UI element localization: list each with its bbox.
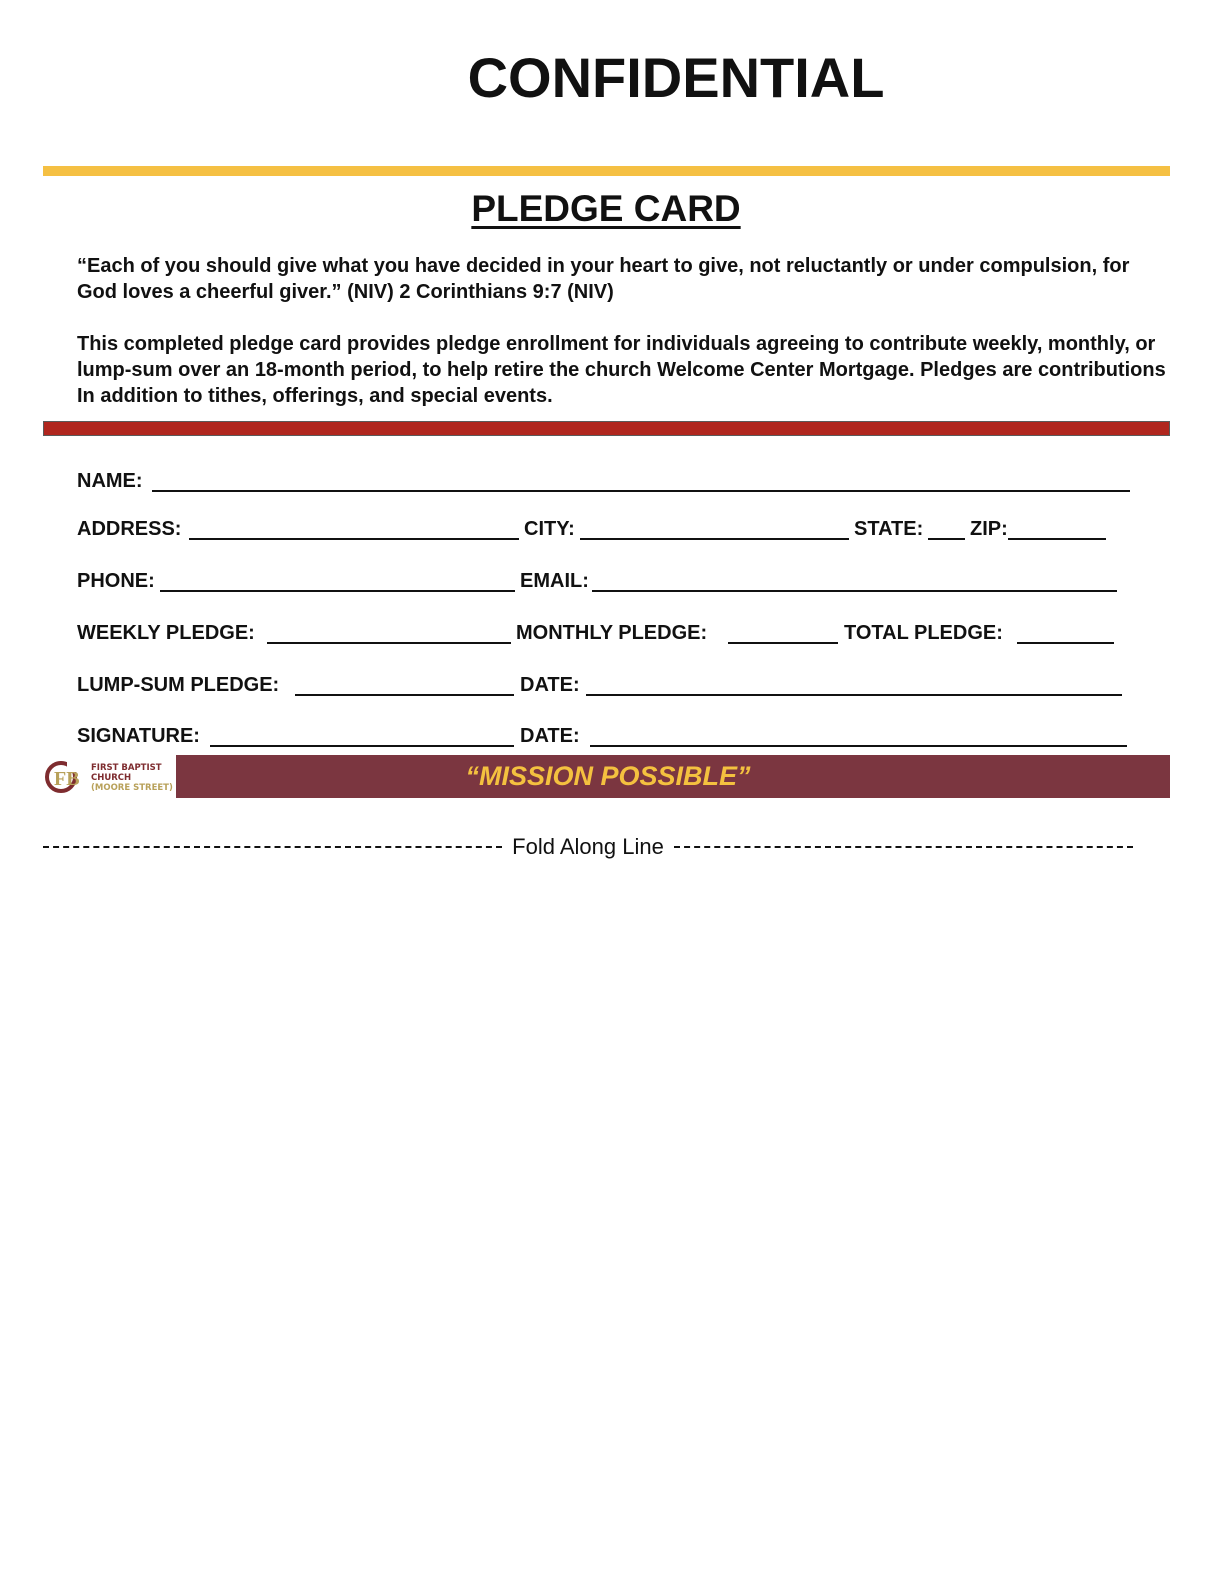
phone-input-line[interactable] (160, 590, 515, 592)
signature-date-label: DATE: (520, 725, 580, 747)
zip-field[interactable] (970, 514, 1106, 540)
logo-monogram: FB (54, 768, 80, 790)
phone-label: PHONE: (77, 570, 155, 592)
lump-sum-pledge-field[interactable] (77, 670, 514, 696)
address-label: ADDRESS: (77, 518, 182, 540)
scripture-quote: “Each of you should give what you have decided in your heart to give, not reluctantly or under compulsion, for God loves a cheerful giver.” (NIV) 2 Corinthians 9:7 (NIV) (77, 255, 1130, 303)
name-input-line[interactable] (152, 490, 1130, 492)
zip-input-line[interactable] (1008, 538, 1106, 540)
phone-field[interactable] (77, 566, 515, 592)
fold-dashes-left (43, 846, 502, 848)
total-pledge-label: TOTAL PLEDGE: (844, 622, 1003, 644)
logo-line-3: (MOORE STREET) (91, 783, 173, 793)
address-input-line[interactable] (189, 538, 519, 540)
name-field[interactable] (77, 466, 1130, 492)
mission-banner-text: “MISSION POSSIBLE” (465, 761, 751, 791)
state-label: STATE: (854, 518, 924, 540)
lump-sum-pledge-label: LUMP-SUM PLEDGE: (77, 674, 280, 696)
logo-line-2: CHURCH (91, 773, 132, 783)
fold-line (43, 833, 1133, 861)
weekly-pledge-label: WEEKLY PLEDGE: (77, 622, 255, 644)
signature-input-line[interactable] (210, 745, 514, 747)
lump-sum-date-field[interactable] (520, 670, 1122, 696)
email-label: EMAIL: (520, 570, 589, 592)
red-divider (43, 421, 1170, 436)
state-input-line[interactable] (928, 538, 965, 540)
email-input-line[interactable] (592, 590, 1117, 592)
lump-sum-date-input-line[interactable] (586, 694, 1122, 696)
page-title: PLEDGE CARD (471, 188, 741, 229)
city-field[interactable] (524, 514, 849, 540)
signature-field[interactable] (77, 721, 514, 747)
logo-line-1: FIRST BAPTIST (91, 763, 162, 773)
name-label: NAME: (77, 470, 143, 492)
address-field[interactable] (77, 514, 519, 540)
weekly-pledge-field[interactable] (77, 618, 511, 644)
email-field[interactable] (520, 566, 1117, 592)
lump-sum-pledge-input-line[interactable] (295, 694, 514, 696)
signature-date-field[interactable] (520, 721, 1127, 747)
monthly-pledge-input-line[interactable] (728, 642, 838, 644)
signature-date-input-line[interactable] (590, 745, 1127, 747)
signature-label: SIGNATURE: (77, 725, 200, 747)
monthly-pledge-label: MONTHLY PLEDGE: (516, 622, 708, 644)
fold-line-text: Fold Along Line (512, 834, 664, 859)
total-pledge-input-line[interactable] (1017, 642, 1114, 644)
church-logo-svg (43, 755, 176, 798)
church-logo (43, 755, 176, 798)
lump-sum-date-label: DATE: (520, 674, 580, 696)
city-label: CITY: (524, 518, 575, 540)
state-field[interactable] (854, 514, 965, 540)
total-pledge-field[interactable] (844, 618, 1114, 644)
fold-dashes-right (674, 846, 1133, 848)
zip-label: ZIP: (970, 518, 1008, 540)
city-input-line[interactable] (580, 538, 849, 540)
gold-divider (43, 166, 1170, 176)
monthly-pledge-field[interactable] (516, 618, 838, 644)
confidential-heading: CONFIDENTIAL (467, 46, 885, 109)
mission-banner (176, 755, 1170, 798)
weekly-pledge-input-line[interactable] (267, 642, 511, 644)
pledge-description: This completed pledge card provides pledge enrollment for individuals agreeing to contribute weekly, monthly, or lump-sum over an 18-month period, to help retire the church Welcome Center Mortgage. Pledges are contributions In addition to tithes, offerings, and special events. (77, 333, 1166, 407)
